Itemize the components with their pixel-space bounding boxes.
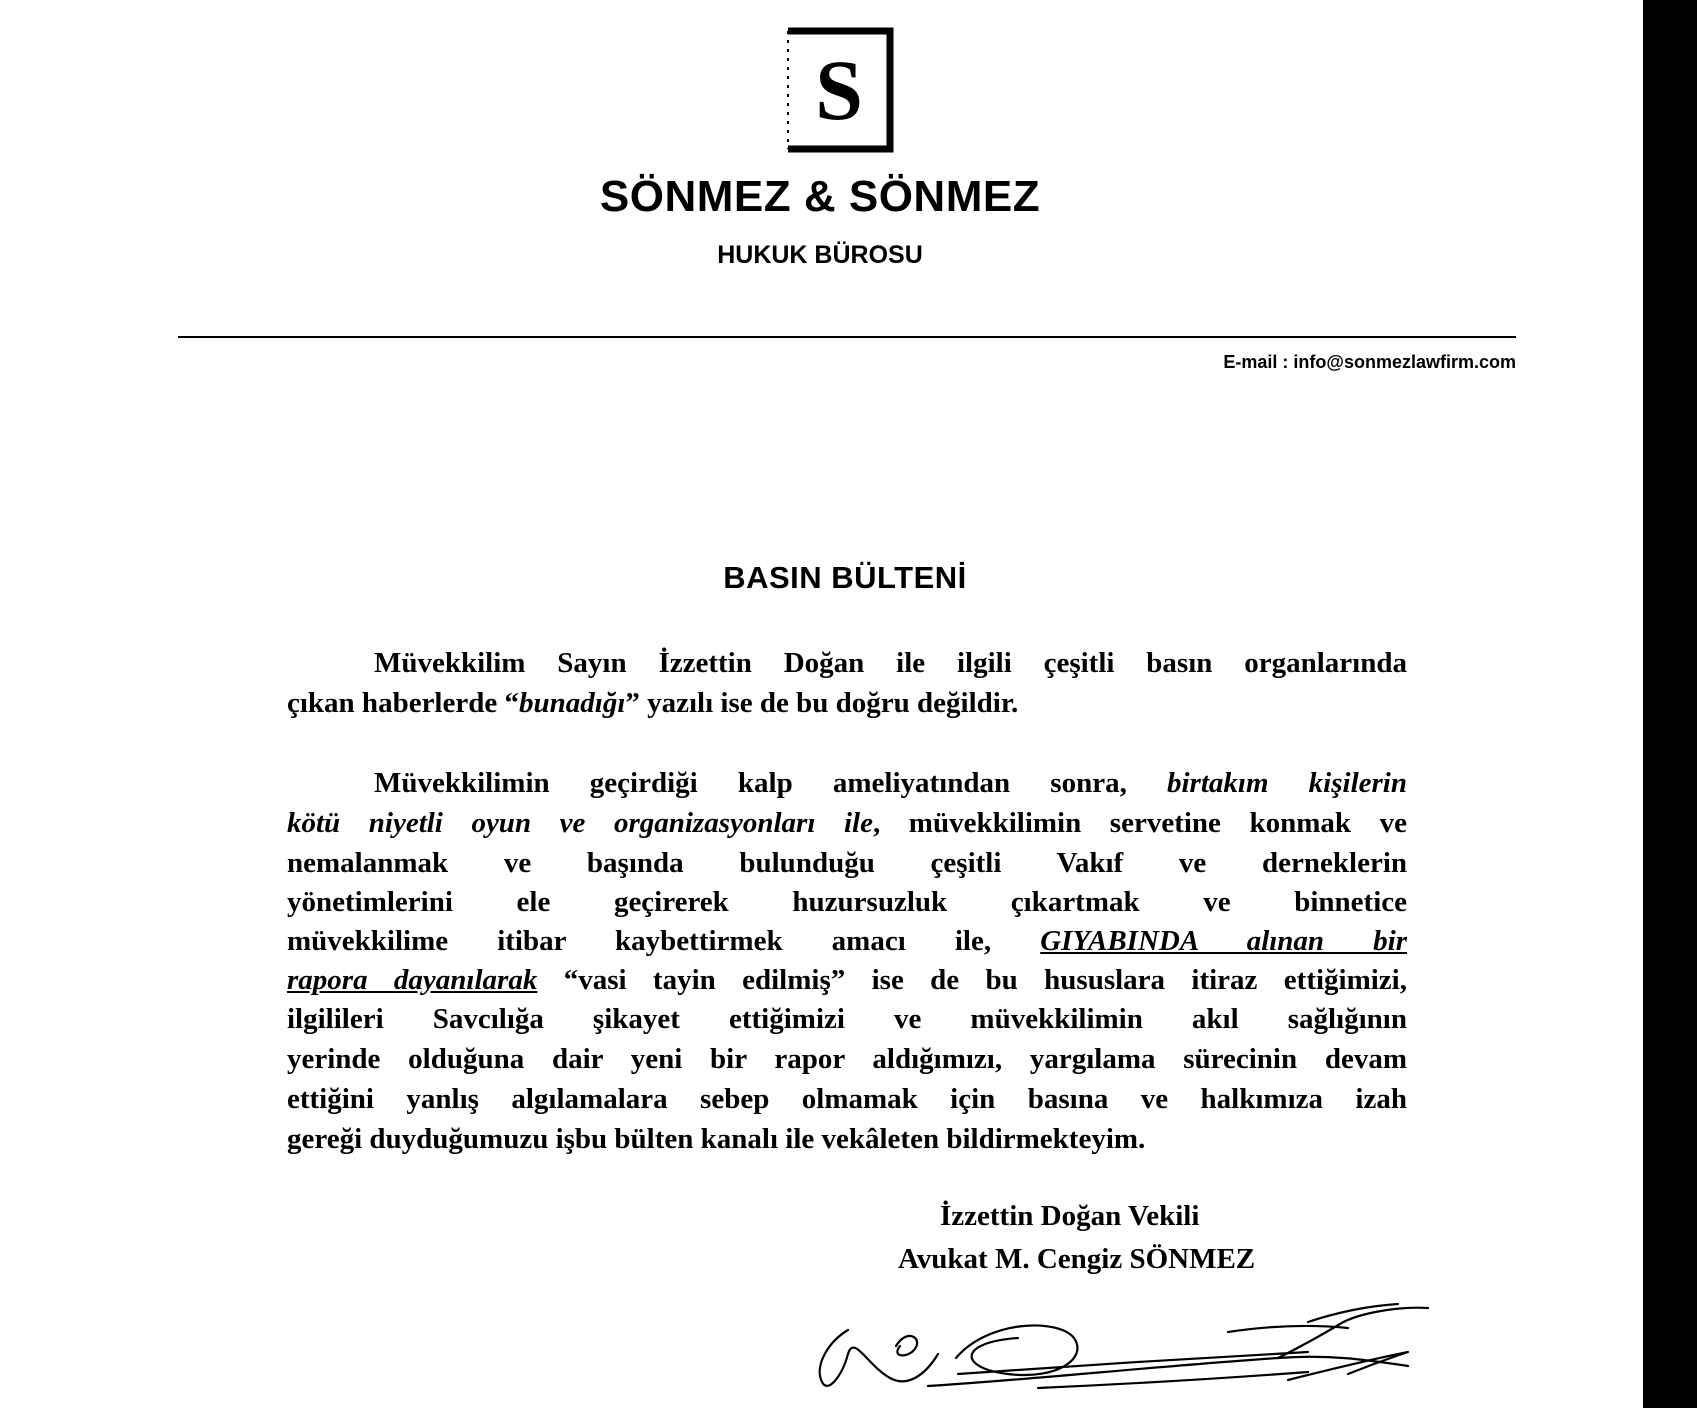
paragraph-1-line-1: Müvekkilim Sayın İzzettin Doğan ile ilgili çeşitli basın organlarında: [374, 647, 1407, 679]
paragraph-2-line-7: ilgilileri Savcılığa şikayet ettiğimizi ve müvekkilimin akıl sağlığının: [287, 1003, 1407, 1035]
paragraph-2-line-3: nemalanmak ve başında bulunduğu çeşitli Vakıf ve derneklerin: [287, 847, 1407, 879]
paragraph-1-line-2: çıkan haberlerde “bunadığı” yazılı ise de bu doğru değildir.: [287, 687, 1019, 719]
scan-border: [1643, 0, 1697, 1408]
firm-subtitle: HUKUK BÜROSU: [717, 241, 923, 269]
email-line: E-mail : info@sonmezlawfirm.com: [1223, 352, 1516, 372]
signatory-name: Avukat M. Cengiz SÖNMEZ: [898, 1243, 1256, 1275]
paragraph-2-line-9: ettiğini yanlış algılamalara sebep olmamak için basına ve halkımıza izah: [287, 1083, 1407, 1115]
paragraph-2-line-1: Müvekkilimin geçirdiği kalp ameliyatından sonra, birtakım kişilerin: [374, 767, 1407, 799]
paragraph-2-line-2: kötü niyetli oyun ve organizasyonları ile, müvekkilimin servetine konmak ve: [287, 807, 1407, 839]
paragraph-2-line-10: gereği duyduğumuzu işbu bülten kanalı ile vekâleten bildirmekteyim.: [287, 1123, 1146, 1155]
paragraph-2-line-8: yerinde olduğuna dair yeni bir rapor aldığımızı, yargılama sürecinin devam: [287, 1043, 1407, 1075]
firm-logo: [786, 27, 896, 155]
firm-name: SÖNMEZ & SÖNMEZ: [599, 172, 1041, 221]
paragraph-2-line-4: yönetimlerini ele geçirerek huzursuzluk çıkartmak ve binnetice: [287, 886, 1407, 918]
paragraph-2-line-5: müvekkilime itibar kaybettirmek amacı ile, GIYABINDA alınan bir: [287, 925, 1407, 957]
document-title: BASIN BÜLTENİ: [723, 560, 967, 595]
paragraph-2-line-6: rapora dayanılarak “vasi tayin edilmiş” ise de bu hususlara itiraz ettiğimizi,: [287, 964, 1407, 996]
signatory-role: İzzettin Doğan Vekili: [940, 1200, 1200, 1232]
header-divider: [178, 336, 1516, 338]
handwritten-signature: [808, 1262, 1438, 1402]
logo-letter: S: [815, 42, 863, 138]
